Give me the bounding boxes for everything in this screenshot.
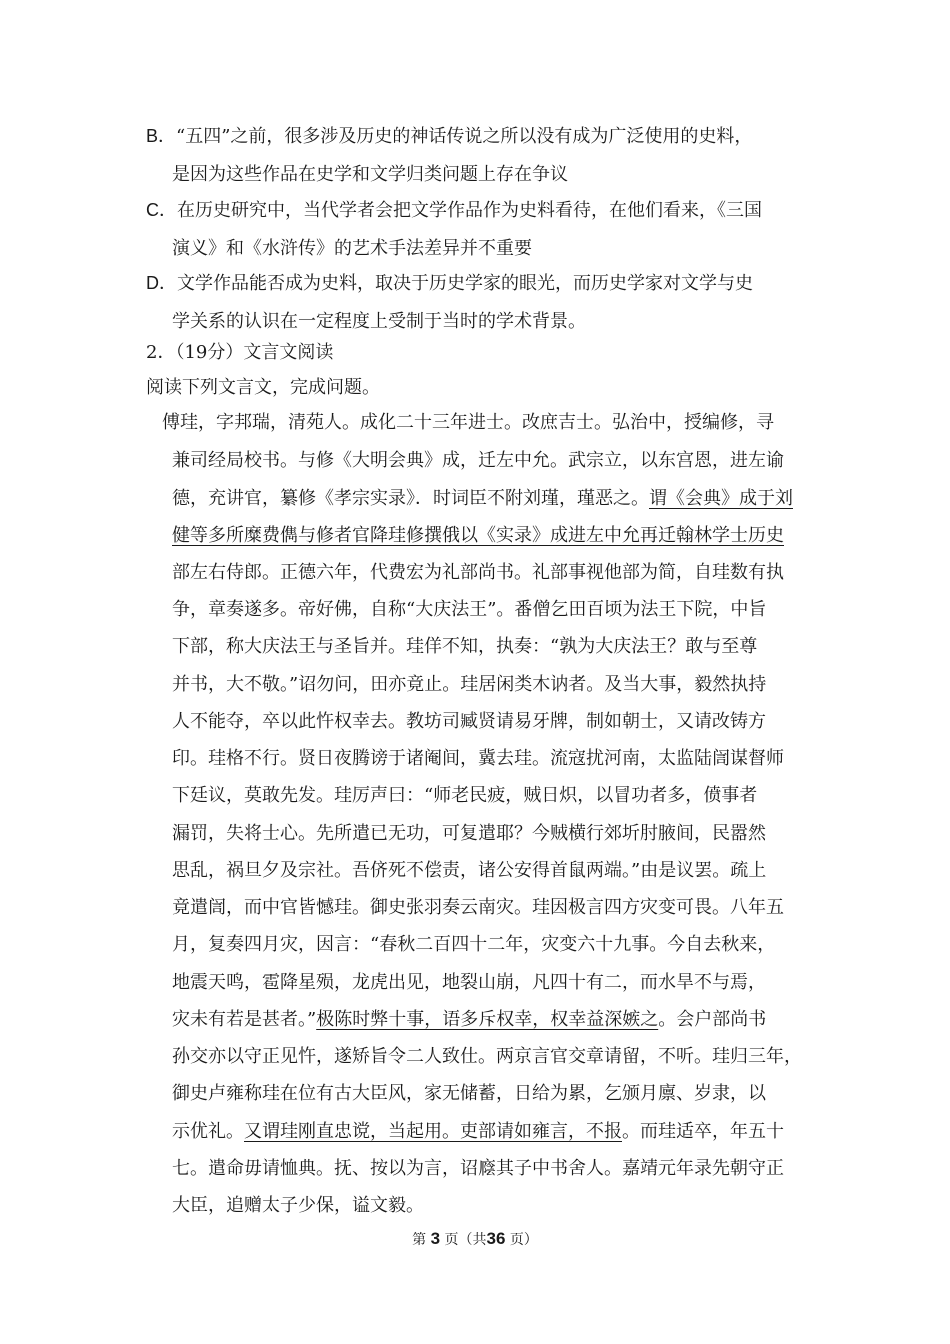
passage-line: 并书，大不敬。”诏勿问，田亦竟止。珪居闲类木讷者。及当大事，毅然执持 bbox=[172, 674, 767, 695]
total-pages: 36 bbox=[486, 1229, 506, 1248]
passage-line: 竟遣訚，而中官皆憾珪。御史张羽奏云南灾。珪因极言四方灾变可畏。八年五 bbox=[172, 897, 784, 918]
option-b-text-1: “五四”之前，很多涉及历史的神话传说之所以没有成为广泛使用的史料， bbox=[176, 126, 753, 147]
passage-line bbox=[172, 1008, 766, 1032]
passage-line: 月，复奏四月灾，因言：“春秋二百四十二年，灾变六十九事。今自去秋来， bbox=[172, 934, 776, 955]
passage-text: 。会户部尚书 bbox=[658, 1009, 767, 1030]
passage-line: 部左右侍郎。正德六年，代费宏为礼部尚书。礼部事视他部为简，自珪数有执 bbox=[172, 562, 784, 583]
question-instruction: 阅读下列文言文，完成问题。 bbox=[146, 377, 380, 398]
footer-prefix: 第 bbox=[412, 1232, 427, 1248]
passage-line: 下廷议，莫敢先发。珪厉声曰：“师老民疲，贼日炽，以冒功者多，偾事者 bbox=[172, 785, 758, 806]
underlined-sentence: 健等多所糜费儁与修者官降珪修撰俄以《实录》成进左中允再迁翰林学士历史 bbox=[172, 525, 784, 546]
passage-line: 御史卢雍称珪在位有古大臣风，家无储蓄，日给为累，乞颁月廪、岁隶，以 bbox=[172, 1083, 766, 1104]
option-c-text-2: 演义》和《水浒传》的艺术手法差异并不重要 bbox=[172, 238, 532, 259]
option-b-label: B． bbox=[146, 126, 177, 146]
passage-line: 人不能夺，卒以此忤权幸去。教坊司臧贤请易牙牌，制如朝士，又请改铸方 bbox=[172, 711, 766, 732]
option-c bbox=[146, 191, 826, 268]
passage-line: 兼司经局校书。与修《大明会典》成，迁左中允。武宗立，以东宫恩，进左谕 bbox=[172, 450, 784, 471]
passage-line: 下部，称大庆法王与圣旨并。珪佯不知，执奏：“孰为大庆法王？敢与至尊 bbox=[172, 636, 758, 657]
passage-line bbox=[172, 1120, 784, 1144]
passage-text: 灾未有若是甚者。” bbox=[172, 1009, 317, 1030]
underlined-sentence: 又谓珪刚直忠谠，当起用。吏部请如雍言，不报 bbox=[244, 1121, 622, 1142]
footer-middle: 页（共 bbox=[444, 1232, 487, 1248]
option-d-text-2: 学关系的认识在一定程度上受制于当时的学术背景。 bbox=[172, 311, 586, 332]
question-header: 2．（19分）文言文阅读 bbox=[146, 342, 334, 363]
passage-line: 七。遣命毋请恤典。抚、按以为言，诏廕其子中书舍人。嘉靖元年录先朝守正 bbox=[172, 1158, 784, 1179]
passage-line: 漏罚，失将士心。先所遣已无功，可复遣耶？今贼横行郊圻肘腋间，民嚣然 bbox=[172, 823, 766, 844]
passage-text: 德，充讲官，纂修《孝宗实录》．时词臣不附刘瑾，瑾恶之。 bbox=[172, 488, 649, 509]
passage-line: 争，章奏遂多。帝好佛，自称“大庆法王”。番僧乞田百顷为法王下院，中旨 bbox=[172, 599, 767, 620]
passage-line: 傅珪，字邦瑞，清苑人。成化二十三年进士。改庶吉士。弘治中，授编修，寻 bbox=[162, 412, 774, 433]
footer-suffix: 页） bbox=[509, 1232, 538, 1248]
option-d-label: D． bbox=[146, 273, 177, 293]
passage-line: 孙交亦以守正见忤，遂矫旨令二人致仕。两京言官交章请留，不听。珪归三年， bbox=[172, 1046, 802, 1067]
passage-line: 大臣，追赠太子少保，谥文毅。 bbox=[172, 1195, 424, 1216]
option-c-text-1: 在历史研究中，当代学者会把文学作品作为史料看待，在他们看来，《三国 bbox=[177, 200, 762, 221]
option-b bbox=[146, 117, 826, 194]
page-footer bbox=[0, 1229, 950, 1249]
passage-line bbox=[172, 487, 793, 511]
passage-line: 地震天鸣，雹降星殒，龙虎出见，地裂山崩，凡四十有二，而水旱不与焉， bbox=[172, 972, 766, 993]
option-d-text-1: 文学作品能否成为史料，取决于历史学家的眼光，而历史学家对文学与史 bbox=[177, 273, 753, 294]
page-number: 3 bbox=[430, 1229, 441, 1248]
option-b-text-2: 是因为这些作品在史学和文学归类问题上存在争议 bbox=[172, 164, 568, 185]
option-c-label: C． bbox=[146, 200, 177, 220]
underlined-sentence: 极陈时弊十事，语多斥权幸，权幸益深嫉之 bbox=[316, 1009, 659, 1030]
passage-text: 示优礼。 bbox=[172, 1121, 244, 1142]
passage-line: 思乱，祸旦夕及宗社。吾侪死不偿责，诸公安得首鼠两端。”由是议罢。疏上 bbox=[172, 860, 767, 881]
underlined-sentence: 谓《会典》成于刘 bbox=[649, 488, 793, 509]
passage-text: 。而珪适卒，年五十 bbox=[622, 1121, 784, 1142]
option-d bbox=[146, 264, 826, 341]
passage-line: 印。珪格不行。贤日夜腾谤于诸阉间，冀去珪。流寇扰河南，太监陆訚谋督师 bbox=[172, 748, 784, 769]
